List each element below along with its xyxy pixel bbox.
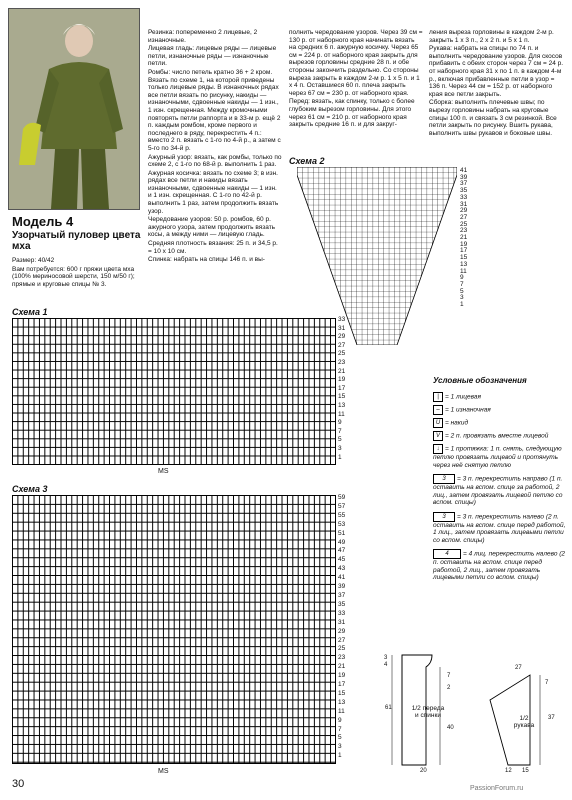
- scheme-1-row-numbers: 33 31 29 27 25 23 21 19 17 15 13 11 9 7 5 3 1: [338, 316, 346, 461]
- dim: 4: [384, 662, 388, 668]
- dim: 7: [545, 680, 549, 686]
- legend-item: 3 = 3 п. перекрестить налево (2 п. оставить на вспом. спице перед работой, 1 лиц., затем провязать лицевыми петли со вспом. спицы): [433, 513, 566, 544]
- model-title: Модель 4: [12, 214, 74, 229]
- diamonds-text: Ромбы: число петель кратно 36 + 2 кром. Вязать по схеме 1, на которой приведены только лицевые ряды. В изнаночных рядах все петли вязать по рисунку, накиды — изнаночными, сдвоенные накиды — 1 изн., 1 изн. скрещенная. Между кромочными повторять петли раппорта и в 33-м р. ещё 2 п. каждым ромбом, кроме первого и последнего в ряду, перекрестить 4 п.: вместо 2 п. вязать с 1-го по 4-й р., а затем с 5-го по 34-й р.: [148, 68, 281, 152]
- dim: 15: [522, 768, 529, 774]
- text-column-1: [12, 257, 142, 289]
- lace-text: Ажурный узор: вязать, как ромбы, только по схеме 2, с 1-го по 68-й р. выполнить 1 раз.: [148, 153, 282, 169]
- back-text-start: Спинка: набрать на спицы 146 п. и вы-: [148, 256, 265, 264]
- pattern-label-sleeve: 1/2 рукава: [513, 715, 535, 729]
- materials-text: Вам потребуется: 600 г пряжи цвета мха (100% мериносовой шерсти, 150 м/50 г); прямые и круговые спицы № 3.: [12, 265, 135, 288]
- scheme-3-row-numbers: 59 57 55 53 51 49 47 45 43 41 39 37 35 33 31 29 27 25 23 21 19 17 15 13 11 9 7 5 3 1: [338, 494, 346, 760]
- size-text: Размер: 40/42: [12, 257, 55, 264]
- sequence-text: Чередование узоров: 50 р. ромбов, 60 р. ажурного узора, затем продолжить вязать косы, а между ними — лицевую гладь.: [148, 216, 276, 239]
- pattern-schematic: [380, 645, 565, 780]
- scheme-2-title: Схема 2: [289, 156, 325, 166]
- legend-item: ↓ = 1 протяжка: 1 п. снять, следующую петлю провязать лицевой и протянуть через неё снятую петлю: [433, 445, 562, 469]
- legend-item: U = накид: [433, 418, 568, 428]
- dim: 2: [447, 685, 451, 691]
- stockinette-text: Лицевая гладь: лицевые ряды — лицевые петли, изнаночные ряды — изнаночные петли.: [148, 45, 277, 68]
- page-number: 30: [12, 778, 25, 790]
- site-watermark: PassionForum.ru: [470, 785, 524, 792]
- dim: 27: [515, 665, 522, 671]
- sleeves-text: Рукава: набрать на спицы по 74 п. и выполнить чередование узоров. Для скосов прибавить с обеих сторон через 7 см = 24 р. от наборного края 31 х по 1 п. в каждом 4-м р., включая прибавленные петли в узор = 136 п. Через 44 см = 152 р. от наборного края все петли закрыть.: [429, 45, 564, 98]
- model-subtitle: Узорчатый пуловер цвета мха: [12, 230, 141, 252]
- scheme-1-chart: [12, 318, 336, 465]
- lace-cable-text: Ажурная косичка: вязать по схеме 3; в изн. рядах все петли и накиды вязать изнаночными, сдвоенные накиды — 1 изн. и 1 изн. скрещенная. С 1-го по 42-й р. выполнить 1 раз, затем продолжить вязать узор.: [148, 169, 279, 215]
- model-photo: [8, 8, 140, 210]
- dim: 12: [505, 768, 512, 774]
- legend-item: | = 1 лицевая: [433, 392, 568, 402]
- legend-item: – = 1 изнаночная: [433, 405, 568, 415]
- text-column-2: [148, 29, 282, 265]
- back-text: полнить чередование узоров. Через 39 см = 130 р. от наборного края начинать вязать на средних 6 п. ажурную косичку. Через 65 см = 224 р. от наборного края закрыть для вырезов горловины средние 28 п. и обе стороны закончить раздельно. Со стороны выреза закрыть в каждом 2-м р. 1 х 5 п. и 1 х 4 п. Оставшиеся 60 п. плеча закрыть через 67 см = 230 р. от наборного края.: [289, 29, 423, 97]
- scheme-1-ms: MS: [158, 468, 169, 475]
- text-column-4: [429, 29, 565, 138]
- front-text: Перед: вязать, как спинку, только с более глубоким вырезом горловины. Для этого через 61 см = 210 р. от наборного края закрыть средние 16 п. и для закруг-: [289, 98, 415, 129]
- assembly-text: Сборка: выполнить плечевые швы; по вырезу горловины набрать на круговые спицы 100 п. и связать 3 см резинкой. Все петли закрыть по рисунку. Вшить рукава, выполнить швы рукавов и боковые швы.: [429, 99, 557, 137]
- legend-item: 4 = 4 лиц. перекрестить налево (2 п. оставить на вспом. спице перед работой, 2 лиц., затем провязать лицевыми петли со вспом. спицы): [433, 550, 566, 581]
- dim: 20: [420, 768, 427, 774]
- legend-item: V = 2 п. провязать вместе лицевой: [433, 431, 568, 441]
- scheme-3-ms: MS: [158, 768, 169, 775]
- legend: [433, 392, 568, 582]
- legend-title: Условные обозначения: [433, 376, 527, 385]
- scheme-2-row-numbers: 41 39 37 35 33 31 29 27 25 23 21 19 17 15 13 11 9 7 5 3 1: [460, 167, 468, 309]
- scheme-3-title: Схема 3: [12, 484, 48, 494]
- gauge-text: Средняя плотность вязания: 25 п. и 34,5 р. = 10 х 10 см.: [148, 240, 278, 255]
- dim: 37: [548, 715, 555, 721]
- scheme-1-title: Схема 1: [12, 307, 48, 317]
- neck-text: ления выреза горловины в каждом 2-м р. закрыть 1 х 3 п., 2 х 2 п. и 5 х 1 п.: [429, 29, 554, 44]
- dim: 40: [447, 725, 454, 731]
- pattern-label-body: 1/2 переда и спинки: [411, 705, 445, 719]
- dim: 3: [384, 655, 388, 661]
- rib-text: Резинка: попеременно 2 лицевые, 2 изнаночные.: [148, 29, 258, 44]
- text-column-3: [289, 29, 423, 130]
- dim: 61: [385, 705, 392, 711]
- scheme-3-chart: [12, 495, 336, 764]
- legend-item: 3 = 3 п. перекрестить направо (1 п. оставить на вспом. спице за работой, 2 лиц., затем провязать лицевой петлю со вспом. спицы): [433, 475, 563, 506]
- dim: 7: [447, 673, 451, 679]
